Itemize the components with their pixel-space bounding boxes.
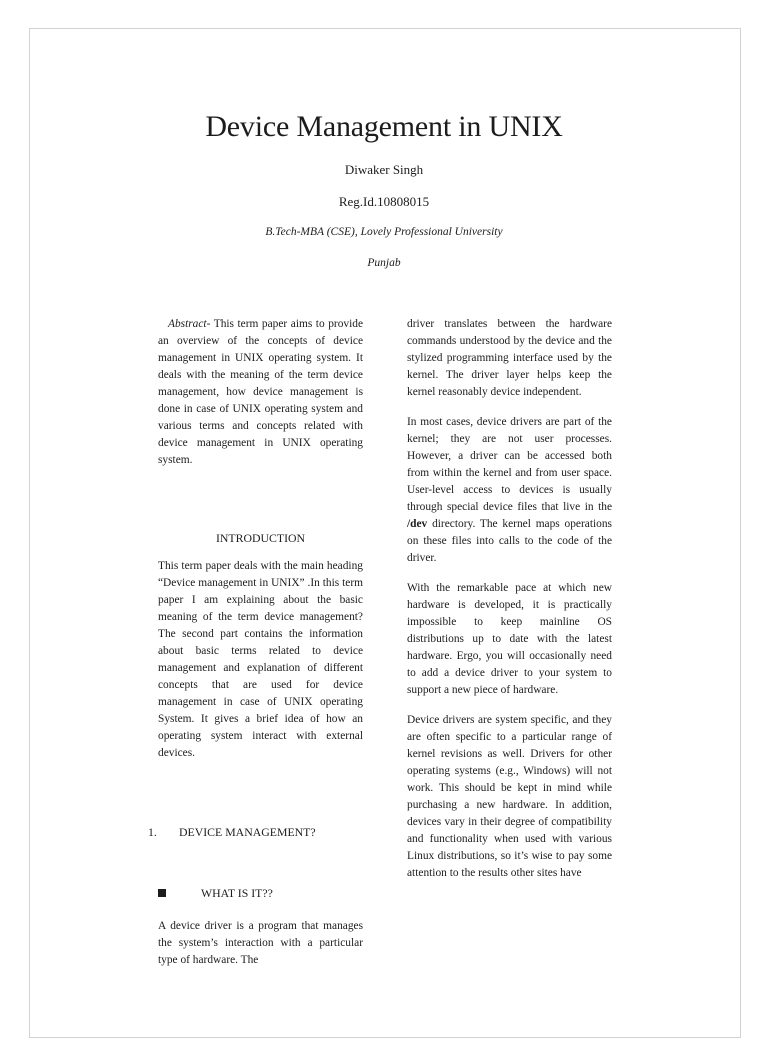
section-1-heading bbox=[148, 825, 316, 840]
abstract-text: This term paper aims to provide an overview of the concepts of device management in UNIX operating system. It deals with the meaning of the term device management, how device management is done in case of UNIX operating system and various terms and concepts related with device management in UNIX operating system. bbox=[158, 318, 363, 466]
location: Punjab bbox=[367, 257, 401, 269]
document-page bbox=[29, 28, 741, 1038]
subsection-heading bbox=[158, 886, 273, 901]
new-hardware-paragraph: With the remarkable pace at which new hardware is developed, it is practically impossible to keep mainline OS distributions up to date with the latest hardware. Ergo, you will occasionally need to add a device driver to your system to support a new piece of hardware. bbox=[407, 582, 612, 696]
device-driver-section bbox=[158, 918, 363, 969]
square-bullet-icon bbox=[158, 889, 166, 897]
introduction-heading: INTRODUCTION bbox=[215, 531, 306, 545]
registration-id: Reg.Id.10808015 bbox=[338, 194, 430, 209]
introduction-section bbox=[158, 558, 363, 762]
abstract-paragraph bbox=[158, 316, 363, 469]
kernel-text-b: directory. The kernel maps operations on these files into calls to the code of the driver. bbox=[407, 518, 612, 564]
section-number: 1. bbox=[148, 825, 157, 839]
system-specific-paragraph: Device drivers are system specific, and they are often specific to a particular range of kernel revisions as well. Drivers for other operating systems (e.g., Windows) will not work. This should be kept in mind while purchasing a new hardware. In addition, devices vary in their degree of compatibility and functionality when used with various Linux distributions, so it’s wise to pay some attention to the results other sites have bbox=[407, 714, 612, 879]
left-column bbox=[158, 316, 363, 469]
section-title: DEVICE MANAGEMENT? bbox=[179, 825, 316, 839]
right-column bbox=[407, 316, 612, 882]
kernel-text-a: In most cases, device drivers are part of the kernel; they are not user processes. However, a driver can be accessed both from within the kernel and from user space. User-level access to devices is usually through special device files that live in the bbox=[407, 416, 612, 513]
subsection-title: WHAT IS IT?? bbox=[201, 886, 273, 900]
device-driver-paragraph: A device driver is a program that manages the system’s interaction with a particular type of hardware. The bbox=[158, 920, 363, 966]
kernel-paragraph bbox=[407, 414, 612, 567]
dev-directory-code: /dev bbox=[407, 518, 428, 530]
abstract-label: Abstract- bbox=[168, 318, 211, 330]
affiliation: B.Tech-MBA (CSE), Lovely Professional University bbox=[265, 226, 503, 238]
paper-title: Device Management in UNIX bbox=[205, 110, 563, 143]
author-name: Diwaker Singh bbox=[344, 162, 424, 177]
introduction-paragraph: This term paper deals with the main heading “Device management in UNIX” .In this term paper I am explaining about the basic meaning of the term device management? The second part contains the information about basic terms related to device management and explanation of different concepts that are used for device management in case of UNIX operating System. It gives a brief idea of how an operating system interact with external devices. bbox=[158, 560, 363, 759]
driver-layer-paragraph: driver translates between the hardware commands understood by the device and the stylized programming interface used by the kernel. The driver layer helps keep the kernel reasonably device independent. bbox=[407, 318, 612, 398]
